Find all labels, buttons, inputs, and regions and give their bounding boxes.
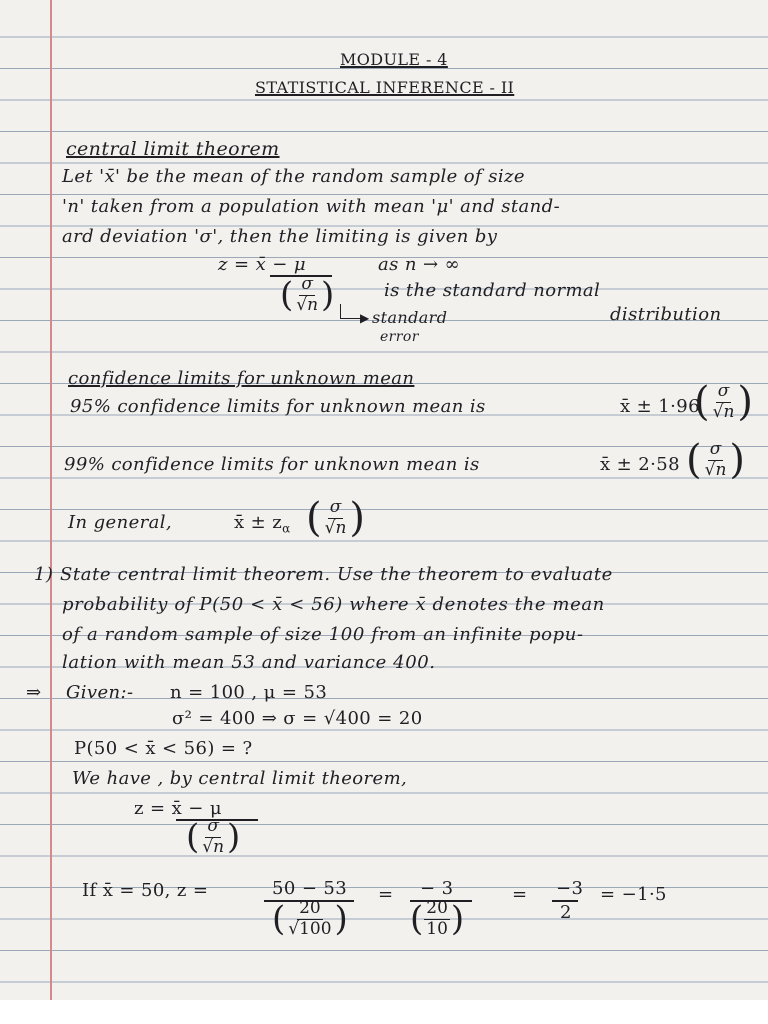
std-error-label: standard <box>372 308 448 327</box>
clt-line-3: ard deviation 'σ', then the limiting is given by <box>62 226 498 247</box>
problem-line-4: lation with mean 53 and variance 400. <box>62 652 436 673</box>
if-xbar-50: If x̄ = 50, z = <box>82 880 209 901</box>
problem-line-2: probability of P(50 < x̄ < 56) where x̄ denotes the mean <box>62 594 605 615</box>
clt-is-text: is the standard normal <box>384 280 601 301</box>
step3-denominator: 2 <box>560 902 572 923</box>
module-heading: MODULE - 4 <box>340 50 448 69</box>
general-label: In general, <box>68 512 173 533</box>
we-have-text: We have , by central limit theorem, <box>72 768 408 789</box>
problem-line-1: State central limit theorem. Use the theorem to evaluate <box>60 564 613 585</box>
confidence-99-formula: x̄ ± 2·58 <box>600 454 680 475</box>
final-result: = −1·5 <box>600 884 667 905</box>
step1-numerator: 50 − 53 <box>272 878 348 899</box>
probability-question: P(50 < x̄ < 56) = ? <box>74 738 253 759</box>
page-title: STATISTICAL INFERENCE - II <box>255 78 515 97</box>
general-fraction: ( $\frac{\sigma}{√n}$ ) <box>306 495 365 541</box>
given-line-1: n = 100 , μ = 53 <box>170 682 328 703</box>
clt-formula-lhs: z = x̄ − μ <box>218 254 306 275</box>
equals-2: = <box>512 884 528 905</box>
confidence-95-formula: x̄ ± 1·96 <box>620 396 700 417</box>
bottom-strip <box>0 1000 768 1024</box>
clt-line-2: 'n' taken from a population with mean 'μ' and stand- <box>62 196 561 217</box>
margin-line <box>50 0 52 1000</box>
clt-std-error-fraction: ( $\frac{\sigma}{√n}$ ) <box>280 274 335 316</box>
problem-line-3: of a random sample of size 100 from an infinite popu- <box>62 624 584 645</box>
equals-1: = <box>378 884 394 905</box>
step3-numerator: −3 <box>556 878 584 899</box>
clt-line-1: Let 'x̄' be the mean of the random sample of size <box>62 166 525 187</box>
solution-arrow-icon: ⇒ <box>26 682 42 703</box>
confidence-heading: confidence limits for unknown mean <box>68 368 415 389</box>
confidence-95-fraction: ( $\frac{\sigma}{√n}$ ) <box>694 379 753 425</box>
given-line-2: σ² = 400 ⇒ σ = √400 = 20 <box>172 708 423 729</box>
confidence-99-text: 99% confidence limits for unknown mean is <box>64 454 480 475</box>
confidence-95-text: 95% confidence limits for unknown mean is <box>70 396 486 417</box>
step2-numerator: − 3 <box>420 878 454 899</box>
step1-denominator: ( $\frac{20}{√100}$ ) <box>272 898 348 940</box>
problem-number: 1) <box>34 564 54 585</box>
given-label: Given:- <box>66 682 134 703</box>
clt-distribution: distribution <box>610 304 722 325</box>
z-formula: z = x̄ − μ <box>134 798 222 819</box>
general-formula: x̄ ± $z_\alpha$ <box>234 512 291 536</box>
z-formula-fraction: ( $\frac{\sigma}{√n}$ ) <box>186 816 241 858</box>
clt-formula-as: as n → ∞ <box>378 254 461 275</box>
step2-denominator: ( $\frac{20}{10}$ ) <box>410 898 465 940</box>
std-error-arrow-icon: ▶ <box>360 311 370 325</box>
std-error-label-2: error <box>380 329 419 345</box>
confidence-99-fraction: ( $\frac{\sigma}{√n}$ ) <box>686 437 745 483</box>
clt-heading: central limit theorem <box>66 138 280 160</box>
